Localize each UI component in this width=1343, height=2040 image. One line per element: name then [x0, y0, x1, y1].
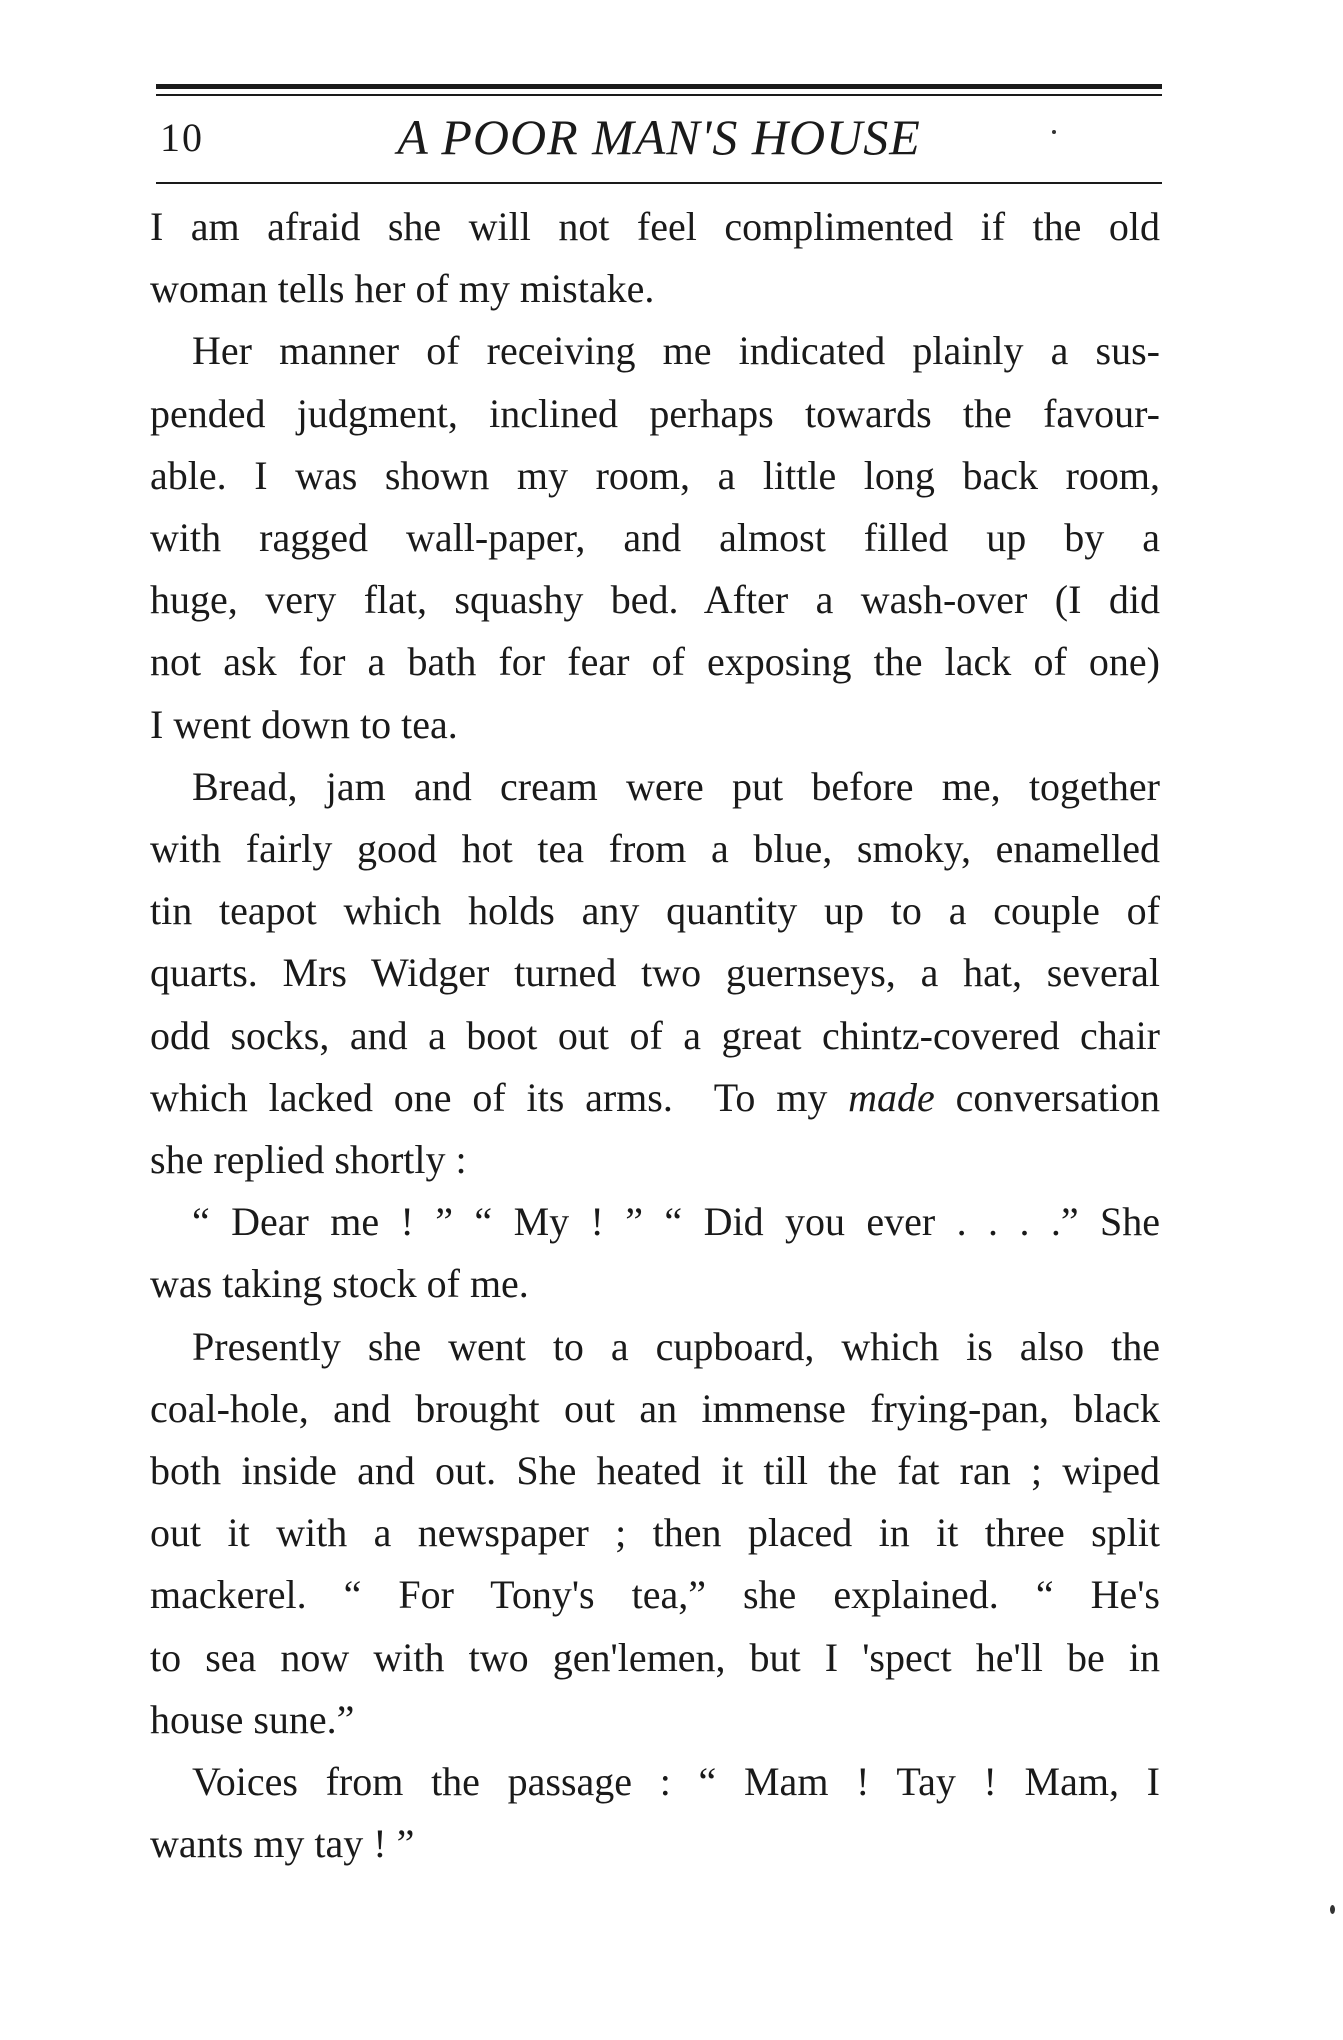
text-line: out it with a newspaper ; then placed in it three split — [150, 1510, 1160, 1556]
text-line: with ragged wall-paper, and almost filled up by a — [150, 515, 1160, 561]
text-line: both inside and out. She heated it till the fat ran ; wiped — [150, 1448, 1160, 1494]
text-line: quarts. Mrs Widger turned two guernseys, a hat, several — [150, 950, 1160, 996]
text-line: able. I was shown my room, a little long back room, — [150, 452, 1160, 498]
text-line: not ask for a bath for fear of exposing the lack of one) — [150, 639, 1160, 685]
text-line-with-italic — [150, 1067, 1160, 1129]
text-line: huge, very flat, squashy bed. After a wash-over (I did — [150, 577, 1160, 623]
text-line: wants my tay ! ” — [150, 1821, 415, 1867]
text-line: woman tells her of my mistake. — [150, 266, 655, 312]
text-line: Bread, jam and cream were put before me, together — [192, 763, 1160, 809]
top-thick-rule — [156, 84, 1162, 89]
text-line: mackerel. “ For Tony's tea,” she explained. “ He's — [150, 1572, 1160, 1618]
text-line: coal-hole, and brought out an immense frying-pan, black — [150, 1385, 1160, 1431]
text-segment: conversation — [934, 1074, 1161, 1120]
text-segment: which lacked one of its arms. To my — [150, 1074, 849, 1120]
text-line: to sea now with two gen'lemen, but I 'spect he'll be in — [150, 1634, 1160, 1680]
italic-word: made — [848, 1074, 935, 1120]
text-line: Her manner of receiving me indicated plainly a sus- — [192, 328, 1160, 374]
text-line: was taking stock of me. — [150, 1261, 529, 1307]
text-line: Presently she went to a cupboard, which is also the — [192, 1323, 1160, 1369]
text-line: “ Dear me ! ” “ My ! ” “ Did you ever . . . .” She — [192, 1199, 1160, 1245]
stray-dot — [1052, 130, 1056, 134]
header-underline — [156, 182, 1162, 184]
page-number: 10 — [160, 115, 204, 160]
margin-speck — [1330, 1905, 1335, 1914]
text-line: odd socks, and a boot out of a great chintz-covered chair — [150, 1012, 1160, 1058]
text-line: Voices from the passage : “ Mam ! Tay ! Mam, I — [192, 1759, 1160, 1805]
text-line: tin teapot which holds any quantity up to a couple of — [150, 888, 1160, 934]
text-line: I went down to tea. — [150, 701, 458, 747]
top-thin-rule — [156, 94, 1162, 96]
text-line: I am afraid she will not feel complimented if the old — [150, 204, 1160, 249]
text-line: with fairly good hot tea from a blue, smoky, enamelled — [150, 826, 1160, 872]
text-line: she replied shortly : — [150, 1137, 467, 1183]
text-line: pended judgment, inclined perhaps towards the favour- — [150, 390, 1160, 436]
body-text — [150, 196, 1160, 1875]
running-header — [156, 108, 1162, 174]
text-line: house sune.” — [150, 1696, 355, 1742]
running-title: A POOR MAN'S HOUSE — [397, 109, 921, 165]
